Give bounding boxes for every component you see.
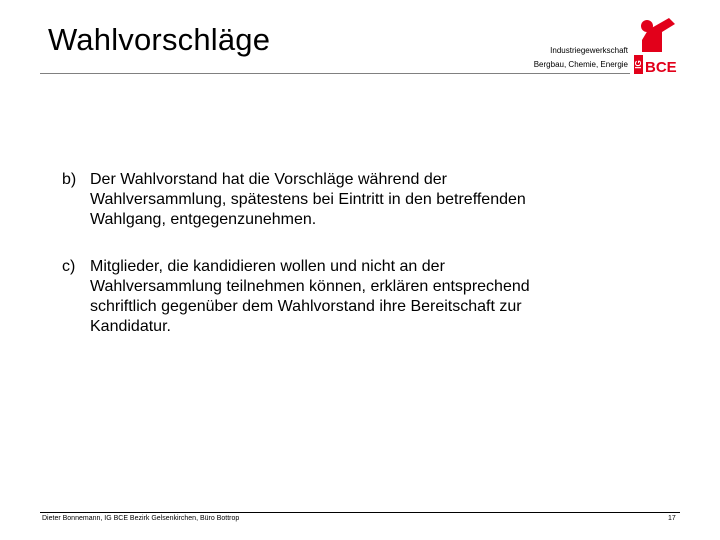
footer-author: Dieter Bonnemann, IG BCE Bezirk Gelsenkirchen, Büro Bottrop xyxy=(42,515,240,522)
organization-name-line1: Industriegewerkschaft xyxy=(550,46,628,55)
footer-divider xyxy=(40,512,680,513)
logo-bce-wordmark: BCE xyxy=(645,59,677,74)
header-divider xyxy=(40,73,630,74)
list-item-text: Mitglieder, die kandidieren wollen und nicht an der Wahlversammlung teilnehmen können, erklären entsprechend schriftlich gegenüber dem Wahlvorstand ihre Bereitschaft zur Kandidatur. xyxy=(90,258,530,335)
list-item-text: Der Wahlvorstand hat die Vorschläge während der Wahlversammlung, spätestens bei Eintritt in den betreffenden Wahlgang, entgegenzunehmen. xyxy=(90,171,526,228)
page-title: Wahlvorschläge xyxy=(48,22,271,57)
logo-figure-head xyxy=(641,20,653,32)
igbce-logo xyxy=(634,10,680,74)
organization-name-line2: Bergbau, Chemie, Energie xyxy=(533,60,628,69)
list-item-marker: b) xyxy=(62,171,77,188)
igbce-logo-graphic xyxy=(634,10,680,74)
page-number: 17 xyxy=(668,515,676,522)
list-item-marker: c) xyxy=(62,258,76,275)
logo-ig-text: IG xyxy=(634,60,643,69)
